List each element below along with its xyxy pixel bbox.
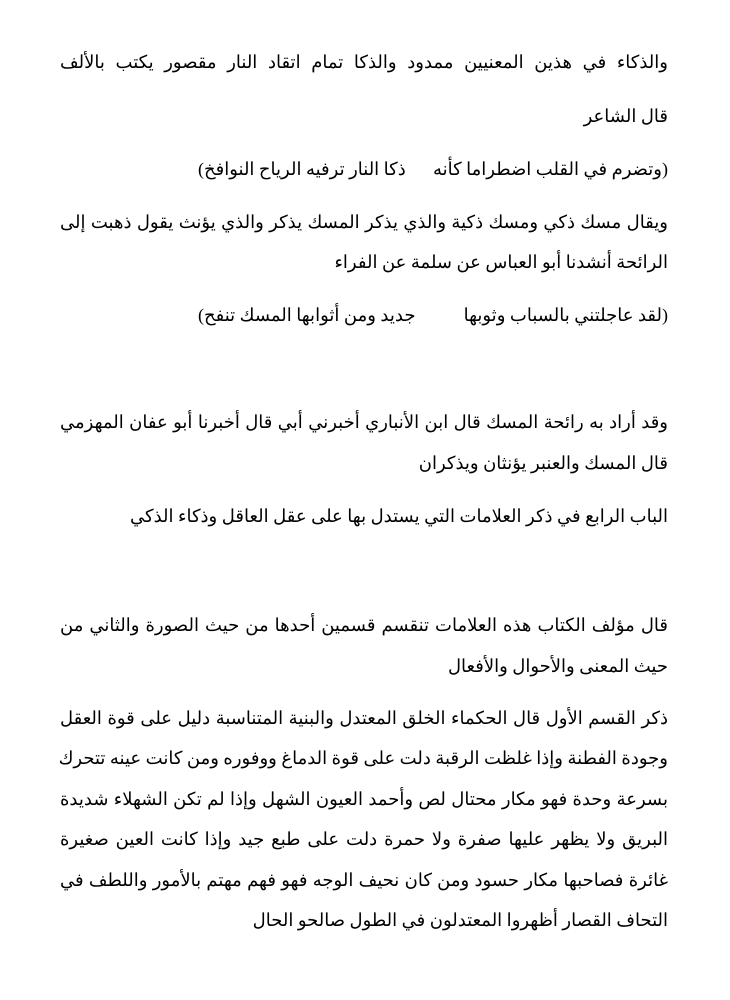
- paragraph-4-line-2: قال المسك والعنبر يؤنثان ويذكران: [418, 453, 668, 473]
- paragraph-3-line-2: الرائحة أنشدنا أبو العباس عن سلمة عن الفراء: [334, 252, 668, 272]
- paragraph-6-line-2: وجودة الفطنة وإذا غلظت الرقبة دلت على قوة الدماغ ووفوره ومن كانت عينه تتحرك: [58, 748, 668, 768]
- verse-1-first-hemistich: (وتضرم في القلب اضطراما كأنه: [432, 159, 668, 179]
- verse-2-second-hemistich: جديد ومن أثوابها المسك تنفح): [198, 305, 416, 325]
- paragraph-6-line-1: ذكر القسم الأول قال الحكماء الخلق المعتدل والبنية المتناسبة دليل على قوة العقل: [60, 708, 668, 728]
- paragraph-1-line-1: والذكاء في هذين المعنيين ممدود والذكا تمام اتقاد النار مقصور يكتب بالألف: [60, 52, 668, 72]
- paragraph-6-line-4: البريق ولا يظهر عليها صفرة ولا حمرة دلت على طبع جيد وإذا كانت العين صغيرة: [60, 829, 668, 849]
- paragraph-6-line-5: غائرة فصاحبها مكار حسود ومن كان نحيف الوجه فهو فهم مهتم بالأمور واللطف في: [60, 870, 668, 890]
- paragraph-3-line-1: ويقال مسك ذكي ومسك ذكية والذي يذكر المسك يذكر والذي يؤنث يقول ذهبت إلى: [60, 212, 668, 232]
- paragraph-5-line-1: قال مؤلف الكتاب هذه العلامات تنقسم قسمين أحدها من حيث الصورة والثاني من: [60, 615, 668, 635]
- paragraph-6-line-3: بسرعة وحدة فهو مكار محتال لص وأحمد العيون الشهل وإذا لم تكن الشهلاء شديدة: [60, 789, 668, 809]
- verse-2-first-hemistich: (لقد عاجلتني بالسباب وثوبها: [463, 305, 668, 325]
- poet-intro-line: قال الشاعر: [583, 106, 668, 126]
- verse-1-second-hemistich: ذكا النار ترفيه الرياح النوافخ): [198, 159, 406, 179]
- paragraph-5-line-2: حيث المعنى والأحوال والأفعال: [447, 656, 668, 676]
- paragraph-6-line-6: التحاف القصار أظهروا المعتدلون في الطول صالحو الحال: [252, 910, 668, 930]
- chapter-heading: الباب الرابع في ذكر العلامات التي يستدل بها على عقل العاقل وذكاء الذكي: [130, 506, 668, 526]
- paragraph-4-line-1: وقد أراد به رائحة المسك قال ابن الأنباري أخبرني أبي قال أخبرنا أبو عفان المهزمي: [60, 412, 668, 432]
